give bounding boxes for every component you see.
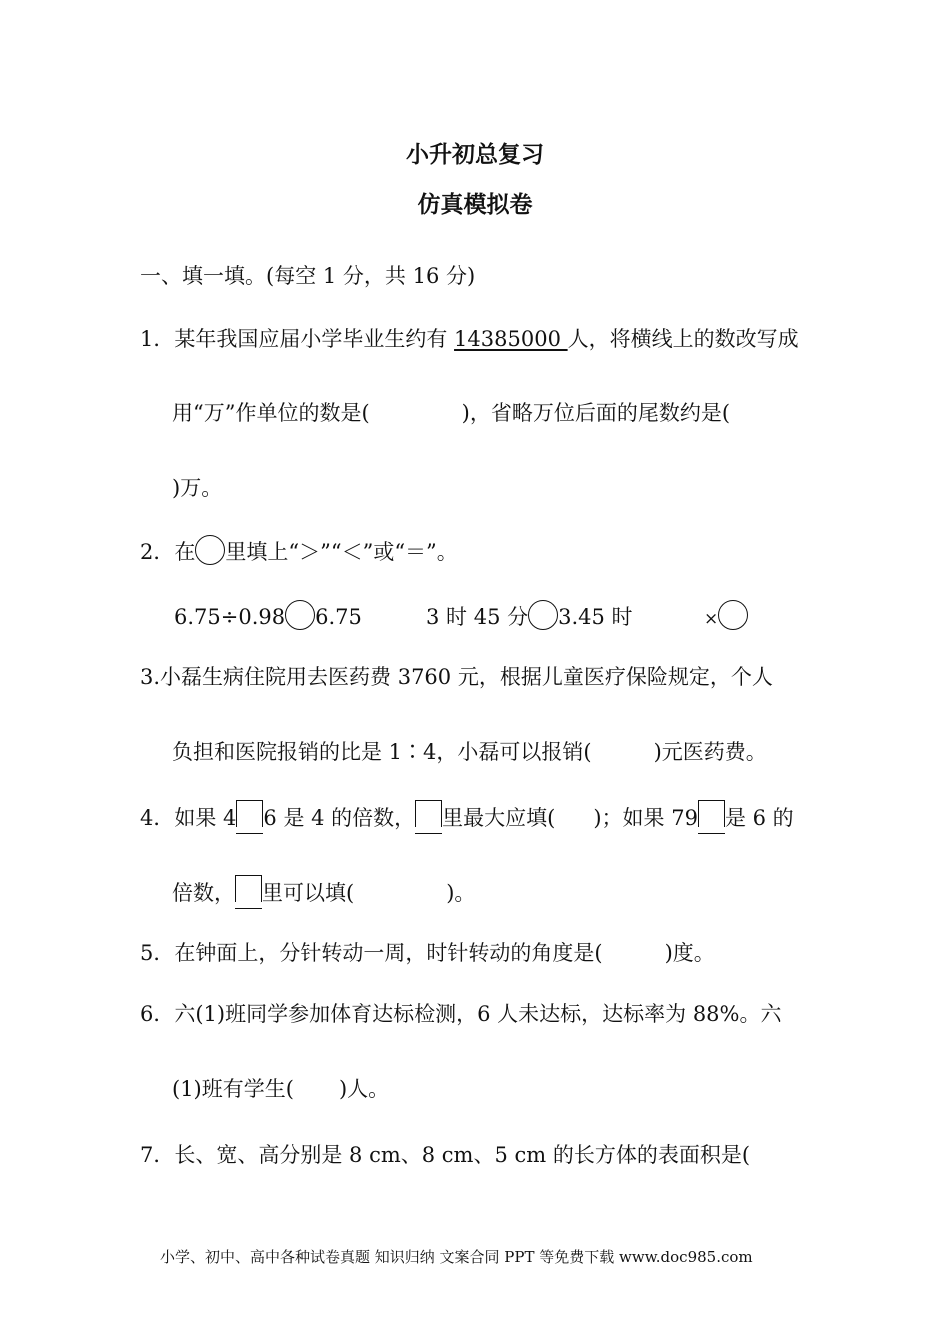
compare-circle-2[interactable] xyxy=(528,600,558,630)
q2-compare-2 xyxy=(426,600,633,631)
q5-a: 5．在钟面上，分针转动一周，时针转动的角度是( xyxy=(140,941,603,965)
q3-line2b: )元医药费。 xyxy=(653,740,767,764)
square-icon xyxy=(236,800,263,827)
footer-text: 小学、初中、高中各种试卷真题 知识归纳 文案合同 PPT 等免费下载 www.doc985.com xyxy=(160,1248,753,1266)
q4-line2 xyxy=(172,875,475,907)
q4-b: 6 是 4 的倍数， xyxy=(263,806,416,830)
digit-box-1[interactable] xyxy=(236,800,263,832)
q1-line2b: )，省略万位后面的尾数约是( xyxy=(461,401,731,425)
q1-number: 14385000 xyxy=(454,327,568,351)
q4-a: 4．如果 4 xyxy=(140,806,237,830)
q4-e: 是 6 的 xyxy=(724,806,794,830)
digit-box-4 xyxy=(235,875,262,907)
q2-c2a: 3 时 45 分 xyxy=(426,605,529,629)
circle-icon xyxy=(195,535,225,565)
q2-c1a: 6.75÷0.98 xyxy=(174,605,286,629)
square-icon xyxy=(698,800,725,827)
q2-a: 2．在 xyxy=(140,540,196,564)
q4-h: )。 xyxy=(446,881,476,905)
digit-box-3[interactable] xyxy=(698,800,725,832)
q1-line2 xyxy=(172,399,730,427)
page-subtitle: 仿真模拟卷 xyxy=(417,192,533,218)
q4-c: 里最大应填( xyxy=(442,806,556,830)
q6-line2a: (1)班有学生( xyxy=(172,1077,294,1101)
digit-box-2 xyxy=(415,800,442,832)
q6-line1: 6．六(1)班同学参加体育达标检测，6 人未达标，达标率为 88%。六 xyxy=(140,1002,782,1026)
q4-g: 里可以填( xyxy=(262,881,355,905)
q2-c2b: 3.45 时 xyxy=(558,605,633,629)
compare-circle-1[interactable] xyxy=(285,600,315,630)
page-title: 小升初总复习 xyxy=(406,142,544,168)
square-icon xyxy=(235,875,262,902)
q1-line1 xyxy=(140,325,799,353)
q2-b: 里填上“＞”“＜”或“＝”。 xyxy=(225,540,458,564)
q3-line1: 3.小磊生病住院用去医药费 3760 元，根据儿童医疗保险规定，个人 xyxy=(140,665,773,689)
q2-instruction xyxy=(140,535,458,566)
q4-f: 倍数， xyxy=(172,881,235,905)
q2-compare-3 xyxy=(704,600,748,633)
q1-line2a: 用“万”作单位的数是( xyxy=(172,401,370,425)
q5-b: )度。 xyxy=(664,941,715,965)
q6-line2 xyxy=(172,1075,389,1103)
q2-c3: × xyxy=(704,609,719,629)
q5-line xyxy=(140,939,715,967)
section-heading: 一、填一填。(每空 1 分，共 16 分) xyxy=(140,264,476,288)
q4-line1 xyxy=(140,800,794,832)
q6-line2b: )人。 xyxy=(338,1077,390,1101)
q2-c1b: 6.75 xyxy=(315,605,362,629)
q1-line3: )万。 xyxy=(172,476,223,500)
q1-prefix: 1．某年我国应届小学毕业生约有 xyxy=(140,327,455,351)
q7-line1: 7．长、宽、高分别是 8 cm、8 cm、5 cm 的长方体的表面积是( xyxy=(140,1143,751,1167)
q3-line2a: 负担和医院报销的比是 1∶4，小磊可以报销( xyxy=(172,740,592,764)
q4-d: )；如果 79 xyxy=(593,806,698,830)
q2-compare-1 xyxy=(174,600,362,631)
q3-line2 xyxy=(172,738,767,766)
square-icon xyxy=(415,800,442,827)
compare-circle-3[interactable] xyxy=(718,600,748,630)
q1-suffix: 人，将横线上的数改写成 xyxy=(567,327,799,351)
